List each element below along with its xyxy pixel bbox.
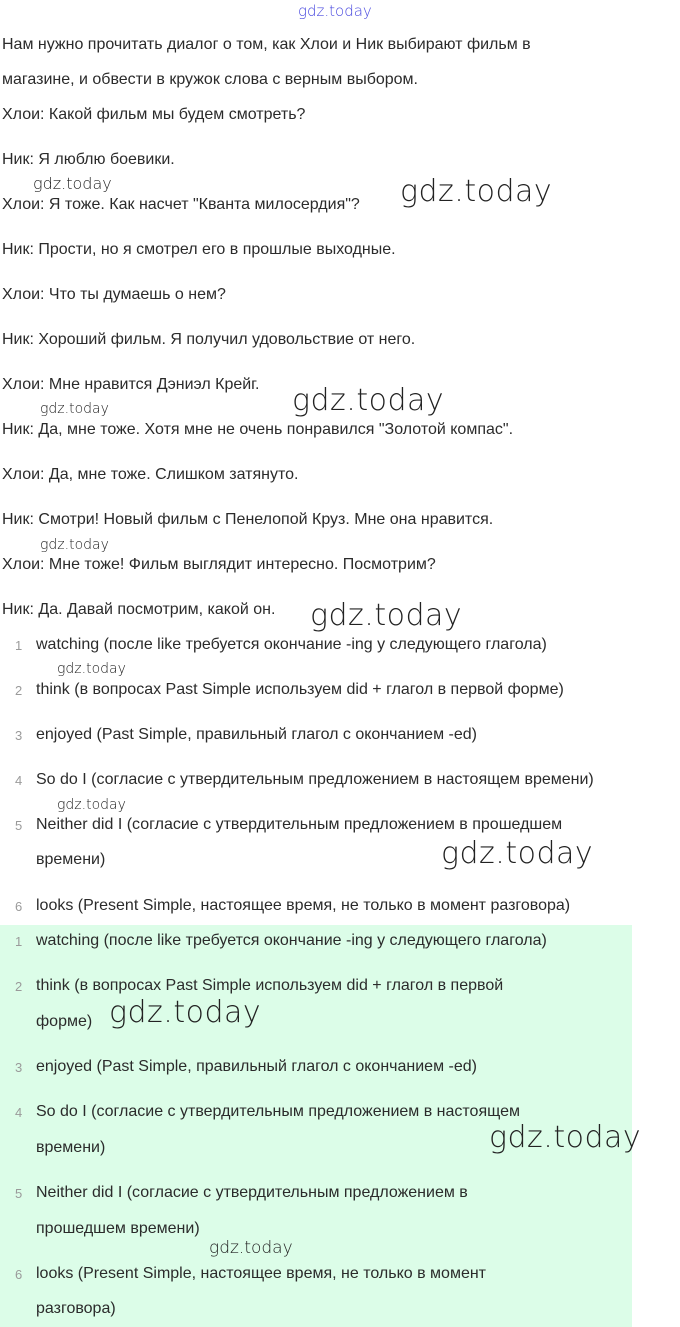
answer-item-continued: времени) [36,851,106,868]
dialogue-line: Ник: Да. Давай посмотрим, какой он. [2,601,276,618]
dialogue-line: Ник: Я люблю боевики. [2,151,175,168]
answer-number: 1 [15,934,23,949]
answer-item-continued: разговора) [36,1300,116,1317]
answer-item: So do I (согласие с утвердительным предложением в настоящем времени) [36,771,594,788]
dialogue-line: Хлои: Какой фильм мы будем смотреть? [2,106,306,123]
answer-item: Neither did I (согласие с утвердительным предложением в [36,1184,468,1201]
intro-line: магазине, и обвести в кружок слова с верным выбором. [2,71,418,88]
answer-item-continued: времени) [36,1139,106,1156]
answer-number: 6 [15,1267,23,1282]
watermark: gdz.today [40,401,109,417]
watermark: gdz.today [400,174,553,209]
watermark: gdz.today [441,836,594,871]
dialogue-line: Хлои: Что ты думаешь о нем? [2,286,226,303]
answer-item: looks (Present Simple, настоящее время, не только в момент [36,1265,487,1282]
answer-item: looks (Present Simple, настоящее время, не только в момент разговора) [36,897,571,914]
dialogue-line: Ник: Да, мне тоже. Хотя мне не очень понравился "Золотой компас". [2,421,514,438]
answer-number: 4 [15,1105,23,1120]
watermark: gdz.today [57,661,126,677]
answer-number: 1 [15,638,23,653]
answer-number: 3 [15,728,23,743]
watermark: gdz.today [209,1238,293,1258]
answer-number: 4 [15,773,23,788]
watermark: gdz.today [40,537,109,553]
intro-line: Нам нужно прочитать диалог о том, как Хлои и Ник выбирают фильм в [2,36,531,53]
answer-item: enjoyed (Past Simple, правильный глагол с окончанием -ed) [36,1058,477,1075]
answer-number: 6 [15,899,23,914]
answer-number: 5 [15,1186,23,1201]
dialogue-line: Ник: Смотри! Новый фильм с Пенелопой Круз. Мне она нравится. [2,511,494,528]
answer-item: think (в вопросах Past Simple используем did + глагол в первой форме) [36,681,564,698]
dialogue-line: Хлои: Мне тоже! Фильм выглядит интересно. Посмотрим? [2,556,436,573]
dialogue-line: Ник: Хороший фильм. Я получил удовольствие от него. [2,331,416,348]
dialogue-line: Ник: Прости, но я смотрел его в прошлые выходные. [2,241,396,258]
answer-item-continued: прошедшем времени) [36,1220,200,1237]
dialogue-line: Хлои: Мне нравится Дэниэл Крейг. [2,376,260,393]
watermark: gdz.today [109,995,262,1030]
answer-item: watching (после like требуется окончание -ing у следующего глагола) [36,932,547,949]
answer-number: 3 [15,1060,23,1075]
watermark: gdz.today [33,174,112,193]
watermark: gdz.today [292,383,445,418]
watermark: gdz.today [57,797,126,813]
answer-number: 2 [15,683,23,698]
answer-item: Neither did I (согласие с утвердительным предложением в прошедшем [36,816,563,833]
answer-item: enjoyed (Past Simple, правильный глагол с окончанием -ed) [36,726,477,743]
answer-item-continued: форме) [36,1013,93,1030]
answer-item: think (в вопросах Past Simple используем did + глагол в первой [36,977,504,994]
answer-item: So do I (согласие с утвердительным предложением в настоящем [36,1103,520,1120]
watermark: gdz.today [489,1120,642,1155]
dialogue-line: Хлои: Да, мне тоже. Слишком затянуто. [2,466,299,483]
answer-number: 2 [15,979,23,994]
dialogue-line: Хлои: Я тоже. Как насчет "Кванта милосердия"? [2,196,360,213]
answer-item: watching (после like требуется окончание -ing у следующего глагола) [36,636,547,653]
watermark: gdz.today [298,2,372,20]
answer-number: 5 [15,818,23,833]
watermark: gdz.today [310,598,463,633]
